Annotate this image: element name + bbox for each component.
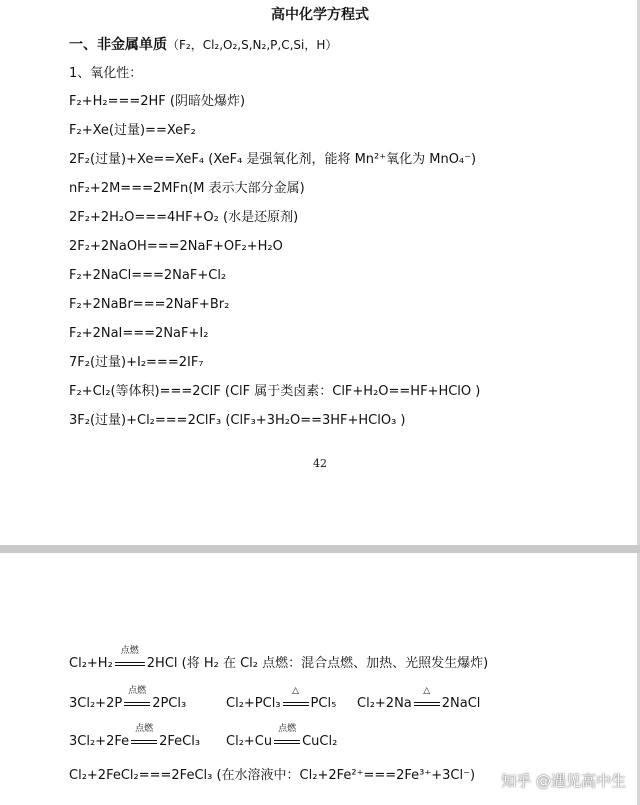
condition-label: 点燃 <box>278 724 297 734</box>
equation-products: 2PCl₃ <box>152 696 187 711</box>
section-elements: （F₂，Cl₂,O₂,S,N₂,P,C,Si，H） <box>167 38 338 52</box>
equation-line: F₂+Cl₂(等体积)===2ClF (ClF 属于类卤素：ClF+H₂O==HF+HClO ) <box>69 384 481 399</box>
section-heading-text: 一、非金属单质 <box>69 37 167 53</box>
equation-reactants: Cl₂+H₂ <box>69 656 113 671</box>
reaction-condition <box>272 724 302 750</box>
equation-reactants: Cl₂+PCl₃ <box>226 696 281 711</box>
equals-sign <box>283 702 309 706</box>
reaction-condition <box>113 646 147 672</box>
document-page-2 <box>0 553 640 805</box>
equation-line <box>226 724 338 750</box>
reaction-condition <box>412 686 442 712</box>
equation-line <box>69 686 187 712</box>
page-number: 42 <box>313 457 327 470</box>
equation-products: 2FeCl₃ <box>159 734 201 749</box>
equation-line <box>69 646 489 672</box>
equation-line: F₂+2NaI===2NaF+I₂ <box>69 326 209 341</box>
equation-line: 2F₂+2H₂O===4HF+O₂ (水是还原剂) <box>69 210 299 225</box>
equation-products: CuCl₂ <box>302 734 338 749</box>
watermark: 知乎 @遇见高中生 <box>501 772 626 790</box>
reaction-condition <box>281 686 311 712</box>
equation-line <box>357 686 481 712</box>
reaction-condition <box>129 724 159 750</box>
reaction-condition <box>122 686 152 712</box>
condition-label: 点燃 <box>135 724 154 734</box>
equals-sign <box>131 740 157 744</box>
equation-line: F₂+H₂===2HF (阴暗处爆炸) <box>69 94 246 109</box>
equals-sign <box>414 702 440 706</box>
equation-line: F₂+Xe(过量)==XeF₂ <box>69 123 196 138</box>
page-title: 高中化学方程式 <box>271 7 369 23</box>
equation-line <box>69 724 201 750</box>
equation-reactants: Cl₂+Cu <box>226 734 273 749</box>
equation-line: 7F₂(过量)+I₂===2IF₇ <box>69 355 204 370</box>
equation-reactants: 3Cl₂+2P <box>69 696 123 711</box>
equation-products: 2NaCl <box>441 696 481 711</box>
equation-reactants: Cl₂+2Na <box>357 696 412 711</box>
equation-line: Cl₂+2FeCl₂===2FeCl₃ (在水溶液中：Cl₂+2Fe²⁺===2Fe³⁺+3Cl⁻) <box>69 768 476 783</box>
condition-label: △ <box>292 686 299 696</box>
equals-sign <box>115 662 145 666</box>
condition-label: 点燃 <box>120 646 139 656</box>
equation-line: F₂+2NaCl===2NaF+Cl₂ <box>69 268 227 283</box>
equation-line: 3F₂(过量)+Cl₂===2ClF₃ (ClF₃+3H₂O==3HF+HClO₃ ) <box>69 413 406 428</box>
condition-label: 点燃 <box>128 686 147 696</box>
condition-label: △ <box>423 686 431 696</box>
equation-line: 2F₂(过量)+Xe==XeF₄ (XeF₄ 是强氧化剂，能将 Mn²⁺氧化为 MnO₄⁻) <box>69 152 477 167</box>
equation-reactants: 3Cl₂+2Fe <box>69 734 130 749</box>
equation-line: F₂+2NaBr===2NaF+Br₂ <box>69 297 230 312</box>
page-separator <box>0 545 640 553</box>
equals-sign <box>124 702 150 706</box>
subsection-heading: 1、氧化性： <box>69 66 143 81</box>
equation-products: 2HCl (将 H₂ 在 Cl₂ 点燃：混合点燃、加热、光照发生爆炸) <box>146 656 489 671</box>
section-heading <box>69 34 337 54</box>
equation-products: PCl₅ <box>310 696 337 711</box>
equation-line: 2F₂+2NaOH===2NaF+OF₂+H₂O <box>69 239 283 254</box>
equation-line: nF₂+2M===2MFn(M 表示大部分金属) <box>69 181 305 196</box>
equation-line <box>226 686 337 712</box>
equals-sign <box>274 740 300 744</box>
